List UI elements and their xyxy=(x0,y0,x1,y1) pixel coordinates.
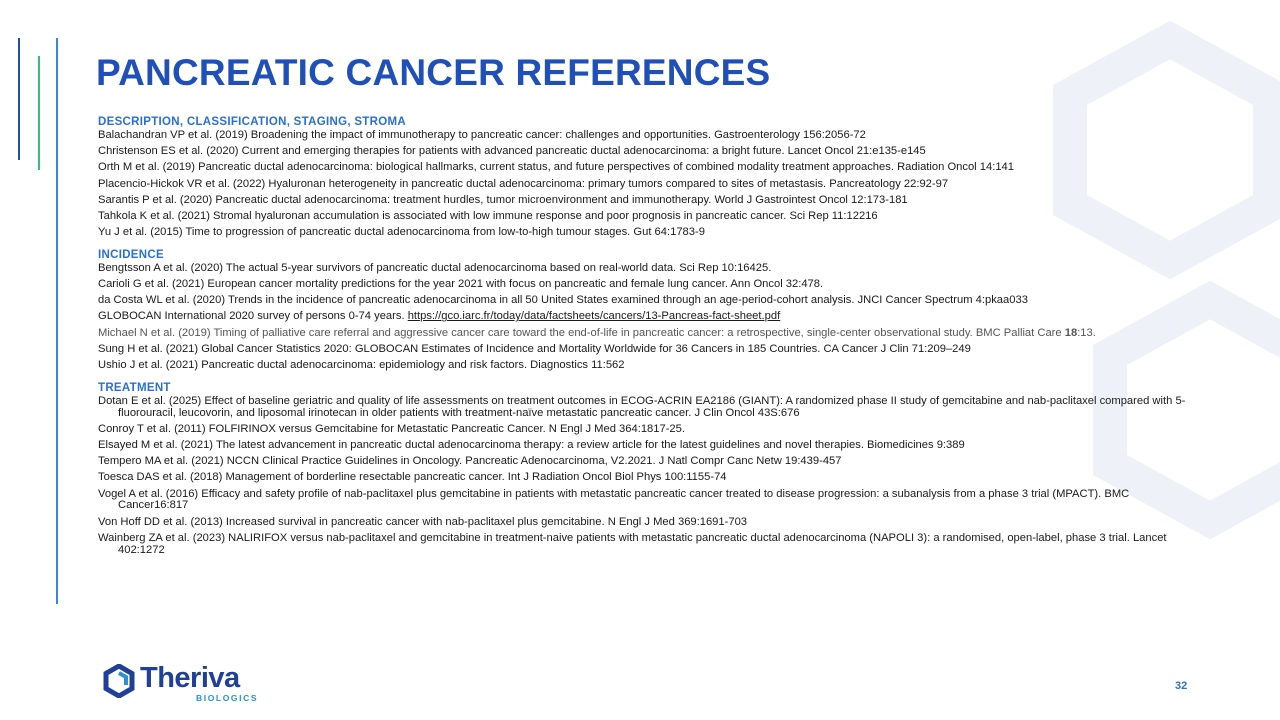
logo-subtitle: BIOLOGICS xyxy=(196,693,259,703)
reference-item: Orth M et al. (2019) Pancreatic ductal adenocarcinoma: biological hallmarks, current status, and future perspectives of combined modality treatment approaches. Radiation Oncol 14:141 xyxy=(98,161,1014,174)
reference-text: GLOBOCAN International 2020 survey of persons 0-74 years. xyxy=(98,310,408,323)
reference-item: Carioli G et al. (2021) European cancer mortality predictions for the year 2021 with focus on pancreatic and female lung cancer. Ann Oncol 32:478. xyxy=(98,278,824,291)
reference-item: Tempero MA et al. (2021) NCCN Clinical Practice Guidelines in Oncology. Pancreatic Adenocarcinoma, V2.2021. J Natl Compr Canc Netw 19:439-457 xyxy=(98,455,842,468)
section-heading: INCIDENCE xyxy=(98,248,164,261)
reference-item: Von Hoff DD et al. (2013) Increased survival in pancreatic cancer with nab-paclitaxel plus gemcitabine. N Engl J Med 369:1691-703 xyxy=(98,515,748,528)
logo-name: Theriva xyxy=(140,662,240,694)
company-logo xyxy=(102,662,262,706)
section-treatment xyxy=(98,381,1188,557)
reference-text: :13. xyxy=(1077,326,1096,339)
hexagon-logo-icon xyxy=(102,664,136,698)
page-number: 32 xyxy=(1175,680,1188,692)
reference-item: Sarantis P et al. (2020) Pancreatic ductal adenocarcinoma: treatment hurdles, tumor microenvironment and immunotherapy. World J Gastrointest Oncol 12:173-181 xyxy=(98,193,908,206)
reference-item: Yu J et al. (2015) Time to progression of pancreatic ductal adenocarcinoma from low-to-high tumour stages. Gut 64:1783-9 xyxy=(98,226,705,239)
reference-item-michael xyxy=(98,328,1188,340)
volume-number: 18 xyxy=(1064,326,1078,339)
references-content xyxy=(98,115,1188,565)
reference-item: Toesca DAS et al. (2018) Management of borderline resectable pancreatic cancer. Int J Radiation Oncol Biol Phys 100:1155-74 xyxy=(98,471,727,484)
section-description xyxy=(98,115,1188,239)
reference-item: Conroy T et al. (2011) FOLFIRINOX versus Gemcitabine for Metastatic Pancreatic Cancer. N Engl J Med 364:1817-25. xyxy=(98,422,685,435)
page-title: PANCREATIC CANCER REFERENCES xyxy=(96,52,771,93)
reference-text: Michael N et al. (2019) Timing of palliative care referral and aggressive cancer care toward the end-of-life in pancreatic cancer: a retrospective, single-center observational study. BMC Palliat Care xyxy=(98,326,1065,339)
accent-bar-green xyxy=(38,56,40,170)
reference-item: Wainberg ZA et al. (2023) NALIRIFOX versus nab-paclitaxel and gemcitabine in treatment-naive patients with metastatic pancreatic ductal adenocarcinoma (NAPOLI 3): a randomised, open-label, phase 3 trial. Lancet 402:1272 xyxy=(98,531,1167,556)
reference-item: Balachandran VP et al. (2019) Broadening the impact of immunotherapy to pancreatic cancer: challenges and opportunities. Gastroenterology 156:2056-72 xyxy=(98,129,866,141)
reference-item: Elsayed M et al. (2021) The latest advancement in pancreatic ductal adenocarcinoma therapy: a review article for the latest guidelines and novel therapies. Biomedicines 9:389 xyxy=(98,439,965,452)
reference-item: Bengtsson A et al. (2020) The actual 5-year survivors of pancreatic ductal adenocarcinoma based on real-world data. Sci Rep 10:16425. xyxy=(98,261,772,274)
reference-item: Dotan E et al. (2025) Effect of baseline geriatric and quality of life assessments on treatment outcomes in ECOG-ACRIN EA2186 (GIANT): A randomized phase II study of gemcitabine and nab-paclitaxel compared with 5-fluorouracil, leucovorin, and liposomal irinotecan in older patients with treatment-naïve metastatic pancreatic cancer. J Clin Oncol 43S:676 xyxy=(98,394,1186,419)
accent-bar-blue-dark xyxy=(18,38,20,160)
globocan-link[interactable]: https://gco.iarc.fr/today/data/factsheets/cancers/13-Pancreas-fact-sheet.pdf xyxy=(407,310,781,323)
reference-item: Placencio-Hickok VR et al. (2022) Hyaluronan heterogeneity in pancreatic ductal adenocarcinoma: primary tumors compared to sites of metastasis. Pancreatology 22:92-97 xyxy=(98,177,949,190)
section-heading: TREATMENT xyxy=(98,381,171,394)
reference-item: Tahkola K et al. (2021) Stromal hyaluronan accumulation is associated with low immune response and poor prognosis in pancreatic cancer. Sci Rep 11:12216 xyxy=(98,209,878,222)
section-heading: DESCRIPTION, CLASSIFICATION, STAGING, STROMA xyxy=(98,116,406,128)
reference-item: Christenson ES et al. (2020) Current and emerging therapies for patients with advanced pancreatic ductal adenocarcinoma: a bright future. Lancet Oncol 21:e135-e145 xyxy=(98,145,926,158)
accent-bar-blue-light xyxy=(56,38,58,604)
reference-item: Vogel A et al. (2016) Efficacy and safety profile of nab-paclitaxel plus gemcitabine in patients with metastatic pancreatic cancer treated to disease progression: a subanalysis from a phase 3 trial (MPACT). BMC Cancer16:817 xyxy=(98,487,1130,512)
reference-item: Ushio J et al. (2021) Pancreatic ductal adenocarcinoma: epidemiology and risk factors. Diagnostics 11:562 xyxy=(98,359,625,372)
reference-item-globocan xyxy=(98,311,1188,323)
reference-item: Sung H et al. (2021) Global Cancer Statistics 2020: GLOBOCAN Estimates of Incidence and Mortality Worldwide for 36 Cancers in 185 Countries. CA Cancer J Clin 71:209–249 xyxy=(98,342,971,355)
reference-item: da Costa WL et al. (2020) Trends in the incidence of pancreatic adenocarcinoma in all 50 United States examined through an age-period-cohort analysis. JNCI Cancer Spectrum 4:pkaa033 xyxy=(98,294,1028,307)
section-incidence xyxy=(98,248,1188,372)
